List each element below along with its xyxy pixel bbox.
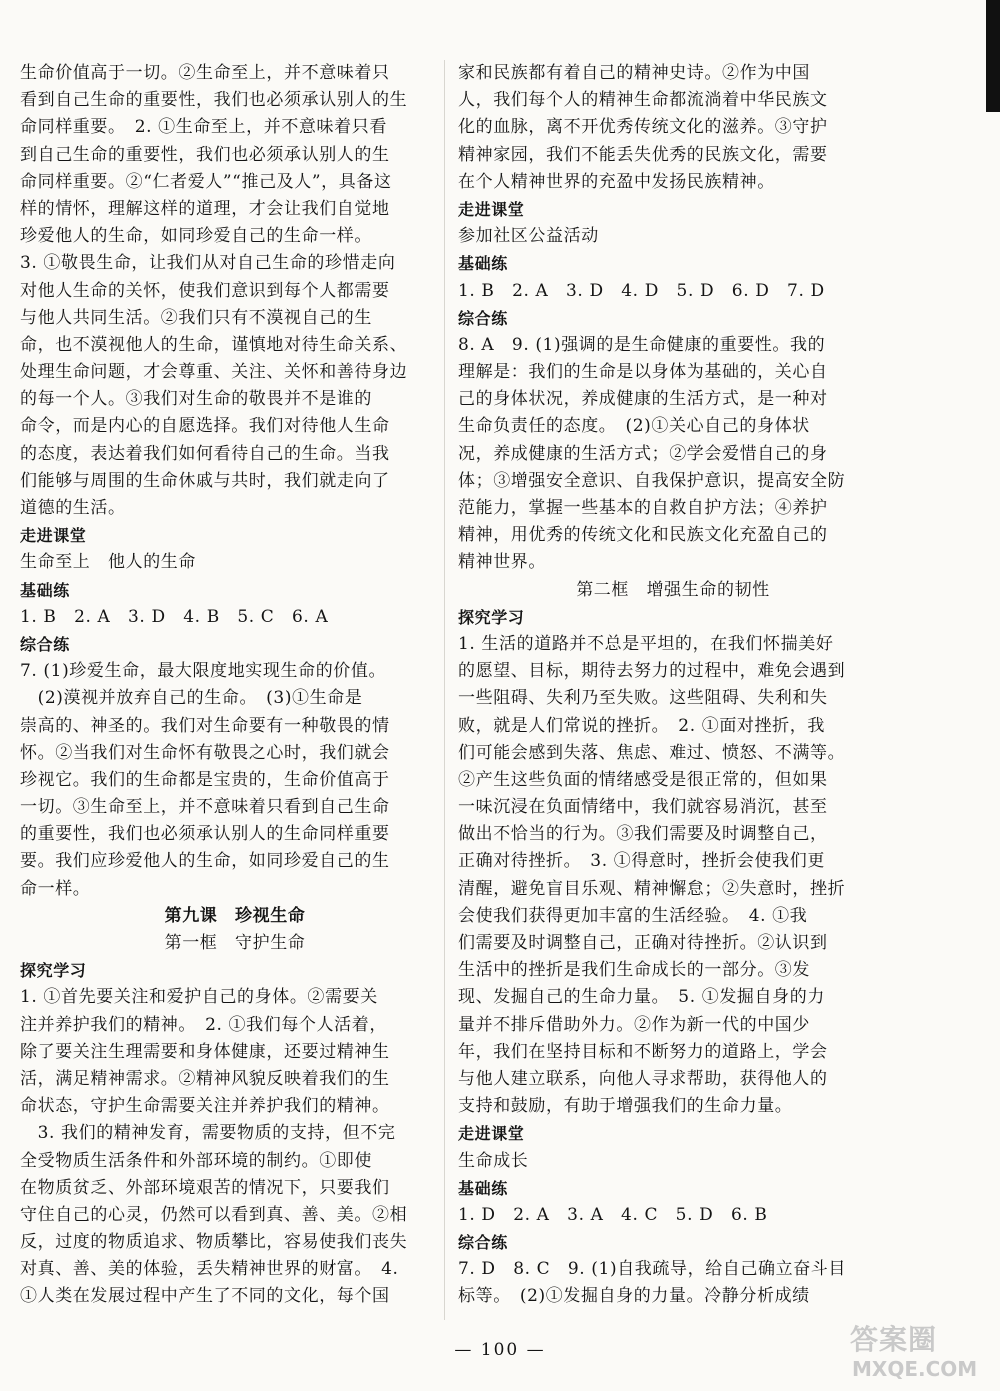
left-column — [20, 60, 450, 1311]
text-line: 的重要性，我们也必须承认别人的生命同样重要 — [20, 824, 390, 845]
text-line: 命状态，守护生命需要关注并养护我们的精神。 — [20, 1096, 390, 1117]
text-line: 况，养成健康的生活方式；②学会爱惜自己的身 — [458, 443, 828, 464]
column-divider — [444, 60, 445, 1320]
text-line: 精神世界。 — [458, 552, 546, 573]
text-line: 守住自己的心灵，仍然可以看到真、善、美。②相 — [20, 1204, 408, 1225]
text-line: 8. A 9. (1)强调的是生命健康的重要性。我的 — [458, 334, 826, 355]
watermark-logo: 答案圈 — [850, 1323, 938, 1356]
section-heading: 综合练 — [20, 634, 70, 654]
text-line: 生命负责任的态度。 (2)①关心自己的身体状 — [458, 416, 810, 437]
section-heading: 走进课堂 — [458, 1124, 525, 1144]
text-line: 3. 我们的精神发育，需要物质的支持，但不完 — [20, 1123, 396, 1144]
text-line: 标等。 (2)①发掘自身的力量。冷静分析成绩 — [458, 1286, 810, 1307]
text-line: 道德的生活。 — [20, 498, 126, 518]
text-line: 的态度，表达着我们如何看待自己的生命。当我 — [20, 443, 390, 464]
text-line: 们需要及时调整自己，正确对待挫折。②认识到 — [458, 933, 828, 953]
text-line: 支持和鼓励，有助于增强我们的生命力量。 — [458, 1096, 793, 1117]
text-line: 生活中的挫折是我们生命成长的一部分。③发 — [458, 960, 810, 981]
page-edge-mark — [986, 0, 1000, 112]
text-line: 1. ①首先要关注和爱护自己的身体。②需要关 — [20, 987, 378, 1008]
text-line: 命令，而是内心的自愿选择。我们对待他人生命 — [20, 416, 390, 437]
text-line: 参加社区公益活动 — [458, 226, 599, 247]
section-heading: 探究学习 — [458, 607, 525, 627]
text-line: 对他人生命的关怀，使我们意识到每个人都需要 — [20, 280, 390, 301]
text-line: 的愿望、目标，期待去努力的过程中，难免会遇到 — [458, 661, 846, 682]
text-line: 生命成长 — [458, 1150, 529, 1171]
text-line: 3. ①敬畏生命，让我们从对自己生命的珍惜走向 — [20, 253, 396, 274]
text-line: 除了要关注生理需要和身体健康，还要过精神生 — [20, 1041, 390, 1062]
text-line: 1. B 2. A 3. D 4. D 5. D 6. D 7. D — [458, 280, 825, 301]
text-line: 一些阻碍、失利乃至失败。这些阻碍、失利和失 — [458, 688, 828, 709]
page-number: — 100 — — [454, 1340, 546, 1360]
section-heading: 走进课堂 — [20, 526, 87, 546]
text-line: 量并不排斥借助外力。②作为新一代的中国少 — [458, 1014, 810, 1035]
right-column — [458, 60, 888, 1311]
text-line: 们可能会感到失落、焦虑、难过、愤怒、不满等。 — [458, 742, 846, 763]
section-heading: 综合练 — [458, 308, 508, 328]
section-heading: 基础练 — [20, 580, 70, 600]
text-line: 命一样。 — [20, 878, 91, 899]
text-line: 的每一个人。③我们对生命的敬畏并不是谁的 — [20, 389, 372, 410]
text-line: 命同样重要。②“仁者爱人”“推己及人”，具备这 — [20, 171, 392, 192]
text-line: 范能力，掌握一些基本的自救自护方法；④养护 — [458, 498, 828, 518]
text-line: 命，也不漠视他人的生命，谨慎地对待生命关系、 — [20, 334, 408, 355]
text-line: 对真、善、美的体验，丢失精神世界的财富。 4. — [20, 1259, 399, 1280]
text-line: 精神家园，我们不能丢失优秀的民族文化，需要 — [458, 144, 828, 165]
text-line: 精神，用优秀的传统文化和民族文化充盈自己的 — [458, 525, 828, 546]
text-line: 家和民族都有着自己的精神史诗。②作为中国 — [458, 63, 810, 83]
text-line: 珍视它。我们的生命都是宝贵的，生命价值高于 — [20, 769, 390, 790]
text-line: ①人类在发展过程中产生了不同的文化，每个国 — [20, 1286, 390, 1307]
text-line: 理解是：我们的生命是以身体为基础的，关心自 — [458, 362, 828, 383]
text-line: 1. 生活的道路并不总是平坦的，在我们怀揣美好 — [458, 633, 834, 654]
text-line: 7. (1)珍爱生命，最大限度地实现生命的价值。 — [20, 661, 387, 682]
text-line: 1. D 2. A 3. A 4. C 5. D 6. B — [458, 1204, 768, 1225]
text-line: 一味沉浸在负面情绪中，我们就容易消沉，甚至 — [458, 797, 828, 818]
section-heading: 基础练 — [458, 1178, 508, 1198]
text-line: 败，就是人们常说的挫折。 2. ①面对挫折，我 — [458, 715, 825, 736]
text-line: 在个人精神世界的充盈中发扬民族精神。 — [458, 171, 775, 192]
text-line: 正确对待挫折。 3. ①得意时，挫折会使我们更 — [458, 851, 825, 872]
text-line: 到自己生命的重要性，我们也必须承认别人的生 — [20, 144, 390, 165]
lesson-title: 第九课 珍视生命 — [164, 905, 306, 926]
section-heading: 探究学习 — [20, 961, 87, 981]
text-line: 做出不恰当的行为。③我们需要及时调整自己， — [458, 824, 828, 845]
text-line: 体；③增强安全意识、自我保护意识，提高安全防 — [458, 470, 846, 491]
section-heading: 走进课堂 — [458, 199, 525, 219]
text-line: 怀。②当我们对生命怀有敬畏之心时，我们就会 — [20, 742, 390, 763]
text-line: 全受物质生活条件和外部环境的制约。①即使 — [20, 1150, 372, 1171]
text-line: 年，我们在坚持目标和不断努力的道路上，学会 — [458, 1041, 828, 1062]
text-line: 现、发掘自己的生命力量。 5. ①发掘自身的力 — [458, 987, 825, 1008]
text-line: 注并养护我们的精神。 2. ①我们每个人活着， — [20, 1014, 387, 1035]
text-line: 反，过度的物质追求、物质攀比，容易使我们丧失 — [20, 1232, 408, 1253]
text-line: 崇高的、神圣的。我们对生命要有一种敬畏的情 — [20, 715, 390, 736]
text-line: 看到自己生命的重要性，我们也必须承认别人的生 — [20, 90, 408, 111]
text-line: 处理生命问题，才会尊重、关注、关怀和善待身边 — [20, 362, 408, 383]
text-line: (2)漠视并放弃自己的生命。 (3)①生命是 — [20, 688, 363, 709]
text-line: 己的身体状况，养成健康的生活方式，是一种对 — [458, 389, 828, 410]
text-line: 清醒，避免盲目乐观、精神懈怠；②失意时，挫折 — [458, 878, 846, 899]
text-line: 与他人共同生活。②我们只有不漠视自己的生 — [20, 307, 372, 328]
text-line: 生命价值高于一切。②生命至上，并不意味着只 — [20, 63, 390, 83]
lesson-title: 第二框 增强生命的韧性 — [576, 579, 770, 600]
text-line: 一切。③生命至上，并不意味着只看到自己生命 — [20, 797, 390, 818]
text-line: 化的血脉，离不开优秀传统文化的滋养。③守护 — [458, 117, 828, 138]
text-line: 人，我们每个人的精神生命都流淌着中华民族文 — [458, 90, 828, 111]
text-line: 在物质贫乏、外部环境艰苦的情况下，只要我们 — [20, 1177, 390, 1198]
text-line: 珍爱他人的生命，如同珍爱自己的生命一样。 — [20, 226, 372, 247]
text-line: 样的情怀，理解这样的道理，才会让我们自觉地 — [20, 198, 390, 219]
text-line: 1. B 2. A 3. D 4. B 5. C 6. A — [20, 606, 329, 627]
watermark-domain: MXQE.COM — [852, 1357, 978, 1381]
text-line: 7. D 8. C 9. (1)自我疏导，给自己确立奋斗目 — [458, 1259, 846, 1280]
section-heading: 基础练 — [458, 254, 508, 274]
text-line: 们能够与周围的生命休戚与共时，我们就走向了 — [20, 470, 390, 491]
text-line: 与他人建立联系，向他人寻求帮助，获得他人的 — [458, 1068, 828, 1089]
section-heading: 综合练 — [458, 1233, 508, 1253]
text-line: 会使我们获得更加丰富的生活经验。 4. ①我 — [458, 905, 808, 926]
text-line: 命同样重要。 2. ①生命至上，并不意味着只看 — [20, 117, 387, 138]
text-line: ②产生这些负面的情绪感受是很正常的，但如果 — [458, 769, 828, 790]
text-line: 活，满足精神需求。②精神风貌反映着我们的生 — [20, 1068, 390, 1089]
text-line: 生命至上 他人的生命 — [20, 552, 196, 573]
lesson-title: 第一框 守护生命 — [164, 933, 306, 953]
text-line: 要。我们应珍爱他人的生命，如同珍爱自己的生 — [20, 851, 390, 872]
